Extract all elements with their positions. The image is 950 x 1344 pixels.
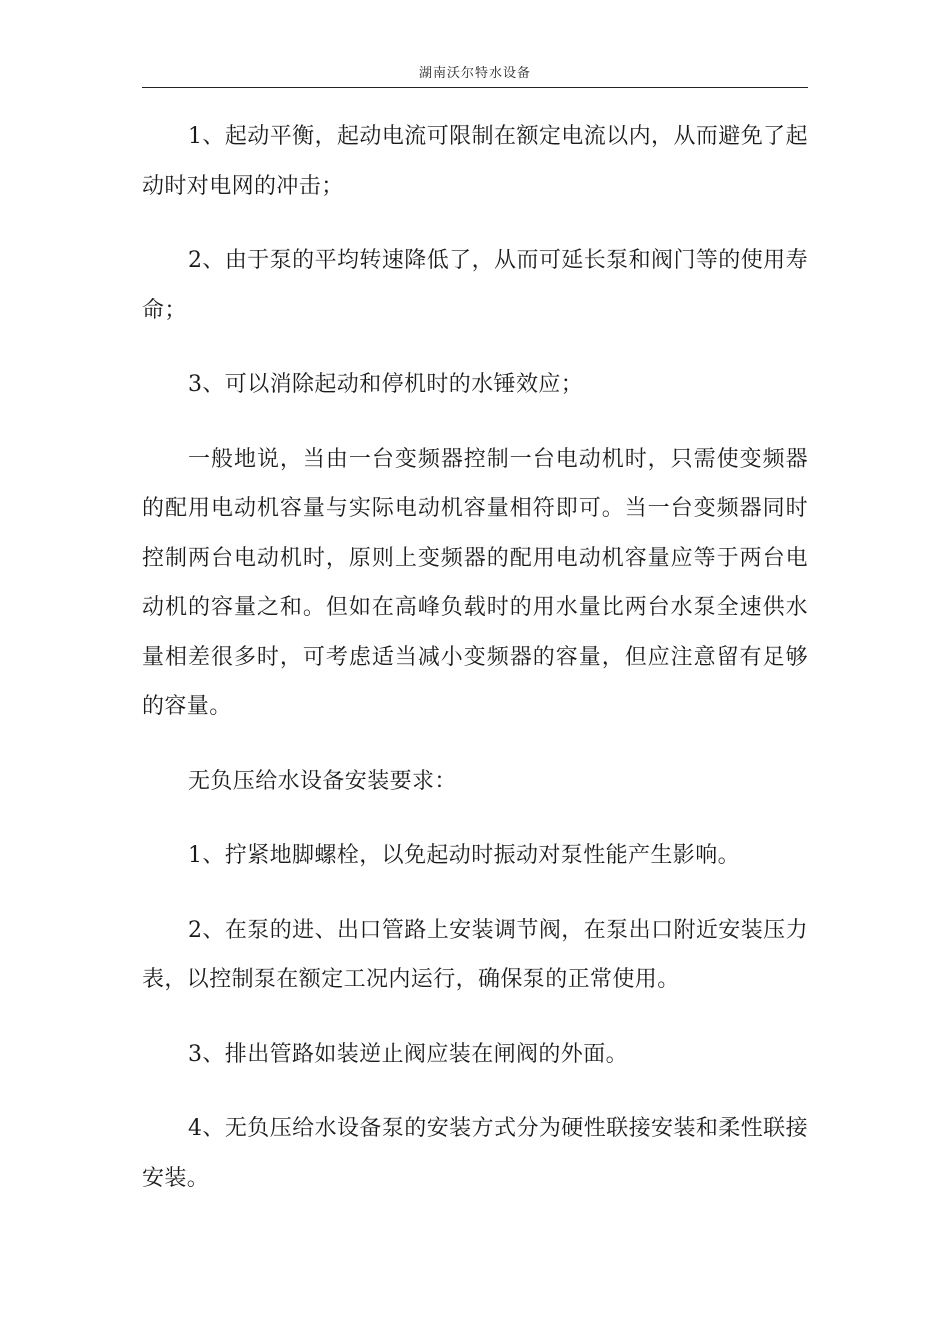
paragraph-requirement-1: 1、拧紧地脚螺栓，以免起动时振动对泵性能产生影响。 (188, 843, 740, 868)
paragraph-requirement-4: 4、无负压给水设备泵的安装方式分为硬性联接安装和柔性联接安装。 (142, 1116, 808, 1191)
document-body (142, 112, 808, 1228)
section-heading-install-requirements: 无负压给水设备安装要求： (188, 768, 457, 794)
paragraph-advantage-3: 3、可以消除起动和停机时的水锤效应； (188, 372, 584, 397)
paragraph-advantage-1: 1、起动平衡，起动电流可限制在额定电流以内，从而避免了起动时对电网的冲击； (142, 124, 808, 199)
paragraph-requirement-3: 3、排出管路如装逆止阀应装在闸阀的外面。 (188, 1041, 628, 1067)
header-divider (142, 87, 808, 88)
page-header-title: 湖南沃尔特水设备 (418, 66, 531, 81)
paragraph-requirement-2: 2、在泵的进、出口管路上安装调节阀，在泵出口附近安装压力表，以控制泵在额定工况内运行，确保泵的正常使用。 (142, 917, 808, 992)
paragraph-advantage-2: 2、由于泵的平均转速降低了，从而可延长泵和阀门等的使用寿命； (142, 248, 808, 323)
paragraph-inverter-capacity: 一般地说，当由一台变频器控制一台电动机时，只需使变频器的配用电动机容量与实际电动机容量相符即可。当一台变频器同时控制两台电动机时，原则上变频器的配用电动机容量应等于两台电动机的容量之和。但如在高峰负载时的用水量比两台水泵全速供水量相差很多时，可考虑适当减小变频器的容量，但应注意留有足够的容量。 (142, 446, 808, 719)
